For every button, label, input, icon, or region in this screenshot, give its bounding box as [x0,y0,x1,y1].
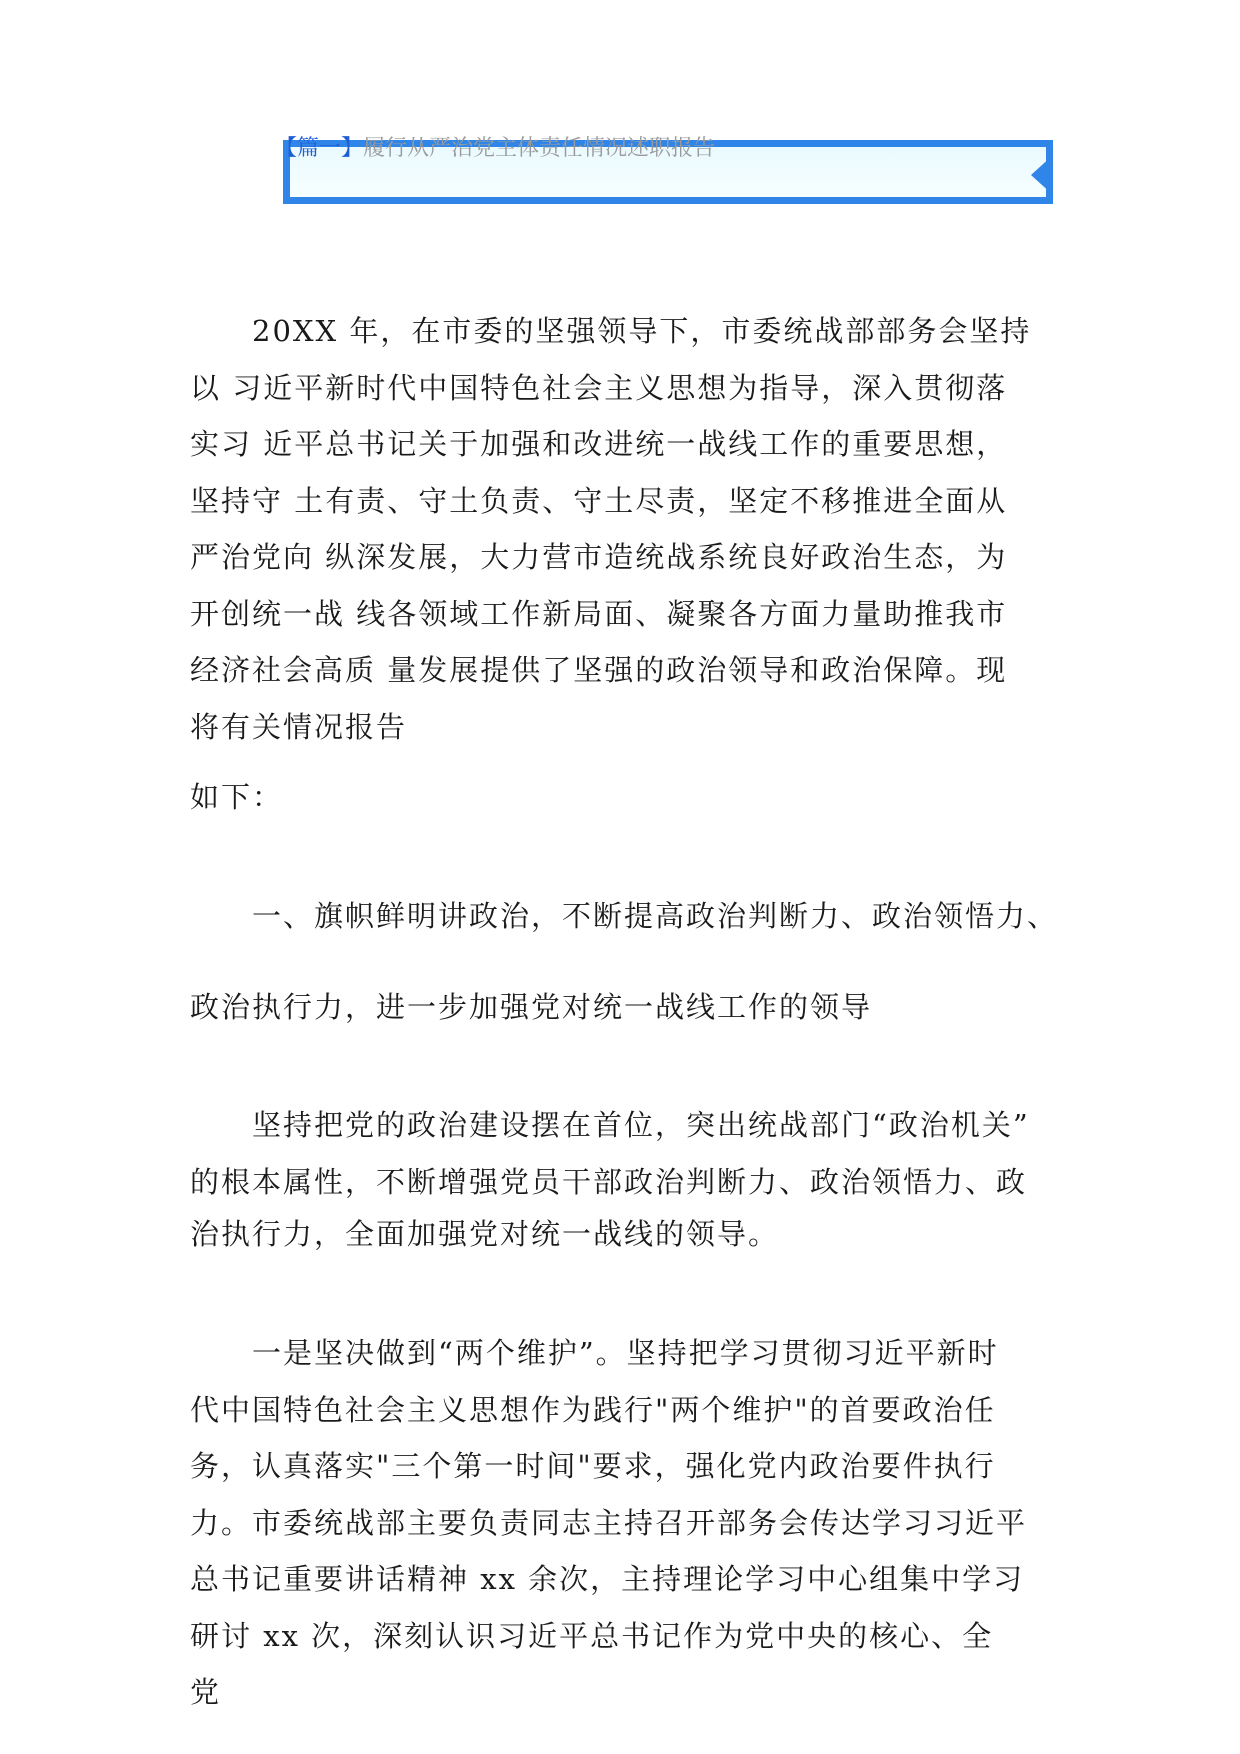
title-text: 履行从严治党主体责任情况述职报告 [363,136,716,161]
text-line: 开创统一战 线各领域工作新局面、凝聚各方面力量助推我市 [190,596,1008,631]
text-line: 20XX 年，在市委的坚强领导下，市委统战部部务会坚持 [252,314,1032,348]
document-title [275,136,715,162]
paragraph-2 [190,1097,1060,1210]
text-line: 坚持守 土有责、守土负责、守土尽责，坚定不移推进全面从 [190,483,1008,518]
text-line: 研讨 xx 次，深刻认识习近平总书记作为党中央的核心、全 [190,1618,994,1653]
text-line: 力。市委统战部主要负责同志主持召开部务会传达学习习近平 [190,1505,1028,1540]
text-line: 的根本属性，不断增强党员干部政治判断力、政治领悟力、政 [190,1164,1028,1199]
text-line: 坚持把党的政治建设摆在首位，突出统战部门“政治机关” [252,1108,1030,1142]
text-line: 严治党向 纵深发展，大力营市造统战系统良好政治生态，为 [190,540,1008,574]
text-line: 一是坚决做到“两个维护”。坚持把学习贯彻习近平新时 [252,1336,999,1370]
text-line: 代中国特色社会主义思想作为践行"两个维护"的首要政治任 [190,1392,996,1427]
text-line: 治执行力，全面加强党对统一战线的领导。 [190,1217,780,1251]
paragraph-intro-tail [190,769,1060,826]
text-line: 党 [190,1675,222,1709]
text-line: 以 习近平新时代中国特色社会主义思想为指导，深入贯彻落 [190,370,1008,405]
paragraph-3 [190,1325,1060,1721]
text-line: 将有关情况报告 [190,709,408,744]
section-heading-1-cont [190,979,1060,1036]
paragraph-intro [190,303,1060,755]
text-line: 实习 近平总书记关于加强和改进统一战线工作的重要思想， [190,427,1008,461]
title-prefix: 【篇一】 [275,136,364,161]
text-line: 经济社会高质 量发展提供了坚强的政治领导和政治保障。现 [190,653,1008,687]
text-line: 如下： [190,780,284,814]
text-line: 务，认真落实"三个第一时间"要求，强化党内政治要件执行 [190,1449,996,1483]
text-line: 总书记重要讲话精神 xx 余次，主持理论学习中心组集中学习 [190,1562,1025,1596]
section-heading-1 [190,888,1060,945]
heading-line: 一、旗帜鲜明讲政治，不断提高政治判断力、政治领悟力、 [252,899,1059,933]
heading-line: 政治执行力，进一步加强党对统一战线工作的领导 [190,990,873,1024]
paragraph-2-cont [190,1206,1060,1263]
